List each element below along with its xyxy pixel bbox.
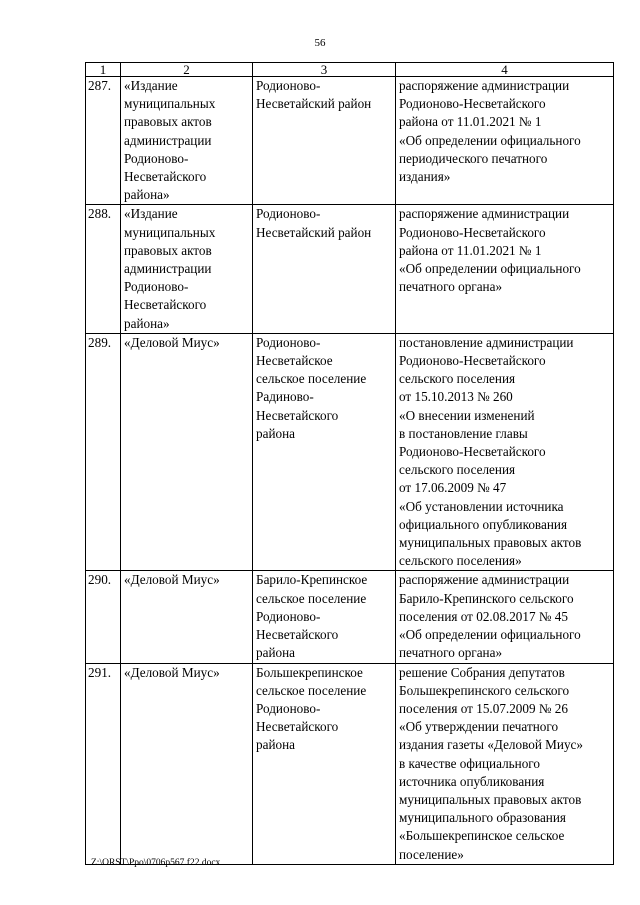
cell-text-line: «Об определении официального	[399, 627, 581, 643]
cell-text-line: «О внесении изменений	[399, 407, 535, 423]
column-header: 4	[396, 63, 614, 77]
cell-text-line: распоряжение администрации	[399, 206, 570, 222]
column-header: 2	[121, 63, 253, 77]
territory-cell	[253, 571, 396, 663]
cell-text-line: района»	[124, 187, 170, 203]
column-header: 3	[253, 63, 396, 77]
publication-name-cell	[121, 333, 253, 571]
cell-text-line: Несветайское	[256, 353, 333, 369]
cell-text-line: Родионово-Несветайского	[399, 353, 546, 369]
footer-file-path: Z:\ORST\Ppo\0706p567.f22.docx	[91, 858, 221, 868]
document-cell	[396, 77, 614, 205]
row-number: 289.	[86, 333, 121, 571]
cell-text-line: издания газеты «Деловой Миус»	[399, 737, 584, 753]
cell-text-line: печатного органа»	[399, 279, 503, 295]
cell-text-line: решение Собрания депутатов	[399, 664, 565, 680]
cell-text-line: «Об утверждении печатного	[399, 719, 559, 735]
cell-text-line: Большекрепинского сельского	[399, 682, 570, 698]
cell-text-line: сельское поселение	[256, 590, 367, 606]
cell-text-line: Несветайского	[256, 407, 339, 423]
cell-text-line: источника опубликования	[399, 773, 545, 789]
cell-text-line: Родионово-	[124, 279, 189, 295]
cell-text-line: муниципального образования	[399, 810, 566, 826]
cell-text-line: Несветайский район	[256, 96, 372, 112]
cell-text-line: постановление администрации	[399, 334, 574, 350]
territory-cell	[253, 205, 396, 333]
cell-text-line: в постановление главы	[399, 425, 528, 441]
cell-text-line: сельское поселение	[256, 682, 367, 698]
cell-text-line: Несветайский район	[256, 224, 372, 240]
cell-text-line: Родионово-	[256, 78, 321, 93]
row-number: 288.	[86, 205, 121, 333]
cell-text-line: «Деловой Миус»	[124, 572, 220, 588]
cell-text-line: района»	[124, 315, 170, 331]
cell-text-line: сельское поселение	[256, 371, 367, 387]
cell-text-line: поселения от 02.08.2017 № 45	[399, 608, 568, 624]
cell-text-line: от 15.10.2013 № 260	[399, 389, 513, 405]
cell-text-line: «Издание	[124, 206, 178, 222]
cell-text-line: Родионово-Несветайского	[399, 444, 546, 460]
cell-text-line: печатного органа»	[399, 645, 503, 661]
cell-text-line: района	[256, 737, 296, 753]
cell-text-line: Родионово-Несветайского	[399, 96, 546, 112]
cell-text-line: муниципальных	[124, 96, 216, 112]
cell-text-line: «Большекрепинское сельское	[399, 828, 565, 844]
document-cell	[396, 571, 614, 663]
cell-text-line: Несветайского	[124, 297, 207, 313]
cell-text-line: Несветайского	[256, 719, 339, 735]
cell-text-line: Несветайского	[256, 627, 339, 643]
document-cell	[396, 205, 614, 333]
publication-name-cell	[121, 205, 253, 333]
table-row	[86, 205, 614, 333]
cell-text-line: муниципальных правовых актов	[399, 535, 582, 551]
territory-cell	[253, 77, 396, 205]
cell-text-line: Родионово-	[124, 150, 189, 166]
cell-text-line: района	[256, 425, 296, 441]
table-row	[86, 333, 614, 571]
cell-text-line: Барило-Крепинского сельского	[399, 590, 574, 606]
cell-text-line: периодического печатного	[399, 150, 548, 166]
table-row	[86, 77, 614, 205]
row-number: 290.	[86, 571, 121, 663]
page-number: 56	[314, 37, 326, 49]
cell-text-line: правовых актов	[124, 114, 212, 130]
column-header: 1	[86, 63, 121, 77]
publication-name-cell	[121, 77, 253, 205]
cell-text-line: «Об установлении источника	[399, 498, 564, 514]
cell-text-line: от 17.06.2009 № 47	[399, 480, 507, 496]
cell-text-line: издания»	[399, 169, 451, 185]
table-header-row	[86, 63, 614, 77]
cell-text-line: «Об определении официального	[399, 261, 581, 277]
cell-text-line: администрации	[124, 132, 212, 148]
cell-text-line: сельского поселения	[399, 462, 516, 478]
cell-text-line: района	[256, 645, 296, 661]
cell-text-line: сельского поселения»	[399, 553, 522, 569]
cell-text-line: Радиново-	[256, 389, 314, 405]
cell-text-line: Родионово-	[256, 334, 321, 350]
cell-text-line: «Деловой Миус»	[124, 334, 220, 350]
table-row	[86, 663, 614, 864]
cell-text-line: сельского поселения	[399, 371, 516, 387]
cell-text-line: официального опубликования	[399, 516, 568, 532]
cell-text-line: Родионово-	[256, 206, 321, 222]
territory-cell	[253, 663, 396, 864]
cell-text-line: Большекрепинское	[256, 664, 363, 680]
cell-text-line: «Об определении официального	[399, 132, 581, 148]
cell-text-line: района от 11.01.2021 № 1	[399, 114, 542, 130]
table-row	[86, 571, 614, 663]
cell-text-line: Родионово-Несветайского	[399, 224, 546, 240]
publication-name-cell	[121, 663, 253, 864]
registry-table	[85, 62, 614, 865]
cell-text-line: распоряжение администрации	[399, 572, 570, 588]
cell-text-line: распоряжение администрации	[399, 78, 570, 93]
cell-text-line: «Издание	[124, 78, 178, 93]
cell-text-line: муниципальных	[124, 224, 216, 240]
cell-text-line: поселения от 15.07.2009 № 26	[399, 700, 568, 716]
document-cell	[396, 663, 614, 864]
cell-text-line: «Деловой Миус»	[124, 664, 220, 680]
cell-text-line: администрации	[124, 261, 212, 277]
cell-text-line: Несветайского	[124, 169, 207, 185]
territory-cell	[253, 333, 396, 571]
row-number: 287.	[86, 77, 121, 205]
cell-text-line: Барило-Крепинское	[256, 572, 368, 588]
cell-text-line: Родионово-	[256, 700, 321, 716]
cell-text-line: Родионово-	[256, 608, 321, 624]
document-cell	[396, 333, 614, 571]
cell-text-line: правовых актов	[124, 242, 212, 258]
row-number: 291.	[86, 663, 121, 864]
publication-name-cell	[121, 571, 253, 663]
cell-text-line: в качестве официального	[399, 755, 540, 771]
cell-text-line: района от 11.01.2021 № 1	[399, 242, 542, 258]
cell-text-line: поселение»	[399, 846, 464, 862]
cell-text-line: муниципальных правовых актов	[399, 791, 582, 807]
